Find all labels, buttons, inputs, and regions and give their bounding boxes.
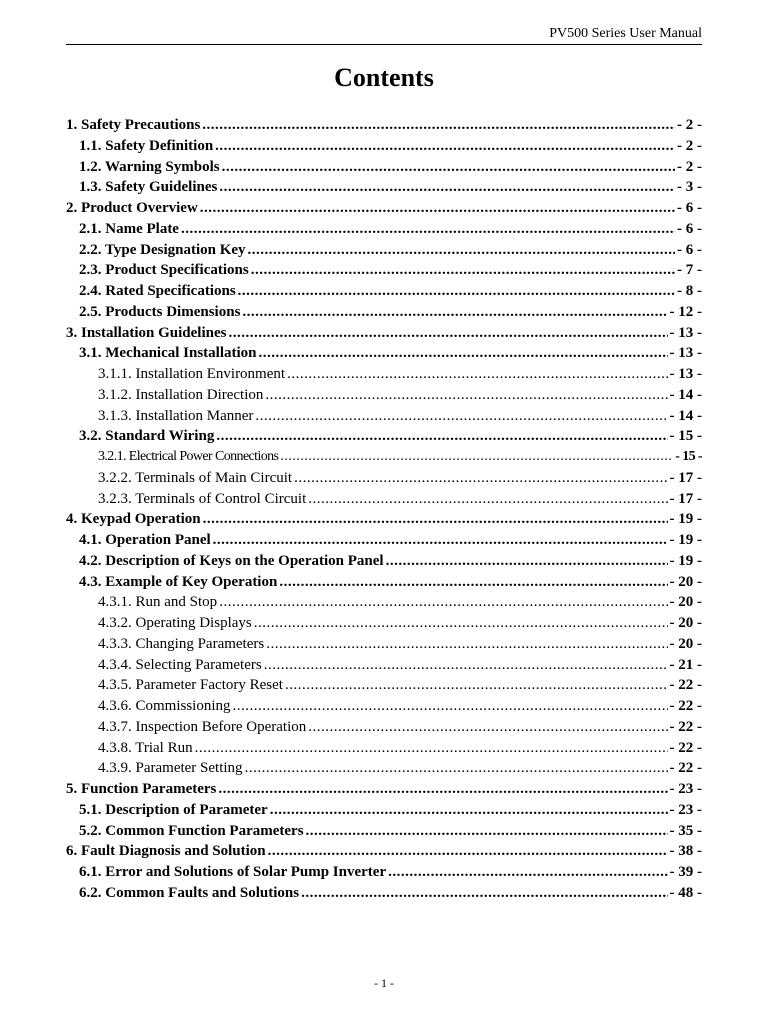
toc-entry-label: 1.3. Safety Guidelines	[79, 179, 218, 196]
toc-entry[interactable]	[66, 281, 702, 302]
toc-entry-label: 3.2.3. Terminals of Control Circuit	[98, 490, 307, 507]
toc-entry-page: - 2 -	[677, 158, 702, 175]
toc-leader-dots	[306, 821, 668, 842]
toc-entry-page: - 38 -	[669, 843, 702, 860]
toc-entry-page: - 17 -	[669, 490, 702, 507]
toc-entry-label: 2.1. Name Plate	[79, 220, 179, 237]
toc-entry-label: 6. Fault Diagnosis and Solution	[66, 843, 266, 860]
toc-leader-dots	[308, 717, 667, 738]
toc-entry[interactable]	[66, 592, 702, 613]
toc-leader-dots	[238, 281, 675, 302]
toc-entry-page: - 6 -	[677, 241, 702, 258]
toc-leader-dots	[285, 675, 668, 696]
toc-entry-label: 6.1. Error and Solutions of Solar Pump Inverter	[79, 864, 387, 880]
toc-entry-label: 3.2. Standard Wiring	[79, 428, 215, 445]
toc-entry[interactable]	[66, 323, 702, 344]
toc-entry[interactable]	[66, 779, 702, 800]
toc-leader-dots	[280, 447, 673, 468]
toc-entry-page: - 12 -	[669, 303, 702, 320]
toc-entry[interactable]	[66, 717, 702, 738]
toc-entry-label: 4.3.2. Operating Displays	[98, 615, 252, 631]
toc-entry-label: 4.3.3. Changing Parameters	[98, 635, 265, 652]
toc-entry-page: - 22 -	[669, 739, 702, 756]
toc-entry[interactable]	[66, 489, 702, 510]
toc-entry[interactable]	[66, 841, 702, 862]
toc-leader-dots	[218, 779, 667, 800]
toc-entry[interactable]	[66, 738, 702, 759]
toc-leader-dots	[248, 240, 675, 261]
toc-leader-dots	[216, 426, 667, 447]
toc-entry[interactable]	[66, 426, 702, 447]
toc-leader-dots	[255, 406, 667, 427]
header-rule	[66, 44, 702, 45]
toc-entry-page: - 35 -	[669, 822, 702, 839]
toc-entry[interactable]	[66, 343, 702, 364]
toc-entry[interactable]	[66, 675, 702, 696]
toc-entry-page: - 39 -	[669, 864, 702, 880]
toc-entry[interactable]	[66, 613, 702, 634]
toc-entry-page: - 20 -	[669, 573, 702, 590]
toc-entry-label: 3.1. Mechanical Installation	[79, 345, 257, 362]
toc-entry[interactable]	[66, 800, 702, 821]
toc-entry-page: - 22 -	[669, 760, 702, 777]
toc-entry[interactable]	[66, 758, 702, 779]
toc-entry[interactable]	[66, 468, 702, 489]
toc-leader-dots	[294, 468, 667, 489]
page-title: Contents	[334, 63, 434, 92]
toc-leader-dots	[270, 800, 668, 821]
toc-entry-page: - 13 -	[669, 366, 702, 382]
toc-entry-label: 4.1. Operation Panel	[79, 532, 211, 548]
toc-entry-label: 1. Safety Precautions	[66, 117, 201, 133]
toc-entry-page: - 17 -	[669, 469, 702, 486]
toc-leader-dots	[215, 136, 675, 157]
toc-entry-page: - 22 -	[669, 677, 702, 694]
toc-entry[interactable]	[66, 240, 702, 261]
toc-entry-label: 4.3.8. Trial Run	[98, 739, 193, 756]
toc-entry-label: 4.3.6. Commissioning	[98, 698, 231, 714]
toc-entry[interactable]	[66, 509, 702, 530]
toc-entry-label: 2.4. Rated Specifications	[79, 283, 236, 299]
toc-entry-page: - 23 -	[669, 781, 702, 797]
toc-entry-label: 4. Keypad Operation	[66, 511, 201, 528]
toc-entry-label: 1.1. Safety Definition	[79, 137, 214, 154]
toc-entry-page: - 23 -	[669, 801, 702, 818]
toc-entry-page: - 22 -	[669, 698, 702, 714]
toc-entry[interactable]	[66, 406, 702, 427]
toc-leader-dots	[386, 551, 668, 572]
toc-leader-dots	[287, 364, 667, 385]
table-of-contents	[66, 115, 702, 904]
toc-entry-page: - 15 -	[675, 449, 702, 464]
toc-entry[interactable]	[66, 530, 702, 551]
toc-leader-dots	[228, 323, 667, 344]
toc-entry[interactable]	[66, 115, 702, 136]
toc-entry-page: - 48 -	[669, 884, 702, 901]
toc-entry-label: 1.2. Warning Symbols	[79, 158, 220, 175]
toc-entry[interactable]	[66, 821, 702, 842]
toc-entry-page: - 6 -	[677, 200, 702, 216]
toc-entry-label: 2.3. Product Specifications	[79, 262, 249, 279]
toc-entry-label: 5.2. Common Function Parameters	[79, 822, 304, 839]
toc-entry[interactable]	[66, 219, 702, 240]
toc-entry-label: 3.2.1. Electrical Power Connections	[98, 449, 279, 464]
toc-entry-page: - 20 -	[669, 615, 702, 631]
toc-leader-dots	[268, 841, 668, 862]
toc-entry[interactable]	[66, 696, 702, 717]
toc-entry-label: 4.3.5. Parameter Factory Reset	[98, 677, 283, 694]
toc-leader-dots	[254, 613, 668, 634]
toc-entry-label: 4.3.7. Inspection Before Operation	[98, 718, 307, 735]
toc-leader-dots	[245, 758, 668, 779]
toc-leader-dots	[388, 862, 667, 883]
toc-entry-page: - 2 -	[677, 117, 702, 133]
toc-leader-dots	[200, 198, 675, 219]
toc-leader-dots	[266, 634, 667, 655]
page-number: - 1 -	[374, 976, 394, 990]
toc-entry-label: 3. Installation Guidelines	[66, 324, 227, 341]
toc-entry-page: - 22 -	[669, 718, 702, 735]
toc-entry-page: - 14 -	[669, 407, 702, 424]
toc-entry[interactable]	[66, 157, 702, 178]
toc-leader-dots	[181, 219, 675, 240]
toc-leader-dots	[279, 572, 667, 593]
toc-entry-label: 3.1.2. Installation Direction	[98, 386, 264, 403]
toc-entry-label: 2.5. Products Dimensions	[79, 303, 241, 320]
toc-entry-page: - 7 -	[677, 262, 702, 279]
toc-entry-label: 4.3.4. Selecting Parameters	[98, 656, 262, 673]
toc-leader-dots	[219, 592, 667, 613]
toc-entry-label: 3.1.3. Installation Manner	[98, 407, 254, 424]
toc-entry-label: 3.2.2. Terminals of Main Circuit	[98, 469, 293, 486]
toc-leader-dots	[222, 157, 675, 178]
toc-entry-label: 5.1. Description of Parameter	[79, 801, 268, 818]
toc-entry-label: 4.3.1. Run and Stop	[98, 594, 218, 611]
toc-entry-label: 4.3. Example of Key Operation	[79, 573, 278, 590]
toc-entry-label: 3.1.1. Installation Environment	[98, 366, 286, 382]
toc-entry[interactable]	[66, 177, 702, 198]
toc-entry[interactable]	[66, 655, 702, 676]
toc-entry-label: 5. Function Parameters	[66, 781, 217, 797]
toc-leader-dots	[308, 489, 667, 510]
toc-entry-page: - 13 -	[669, 324, 702, 341]
toc-entry-page: - 6 -	[677, 220, 702, 237]
toc-leader-dots	[264, 655, 668, 676]
toc-entry-page: - 8 -	[677, 283, 702, 299]
toc-entry[interactable]	[66, 260, 702, 281]
toc-entry[interactable]	[66, 364, 702, 385]
toc-leader-dots	[195, 738, 668, 759]
toc-entry[interactable]	[66, 634, 702, 655]
toc-entry-page: - 21 -	[669, 656, 702, 673]
toc-entry-label: 2. Product Overview	[66, 200, 198, 216]
toc-entry-label: 4.2. Description of Keys on the Operation Panel	[79, 552, 384, 569]
toc-entry-page: - 2 -	[677, 137, 702, 154]
toc-entry[interactable]	[66, 302, 702, 323]
toc-entry-page: - 20 -	[669, 635, 702, 652]
toc-entry-label: 2.2. Type Designation Key	[79, 241, 246, 258]
running-header: PV500 Series User Manual	[549, 26, 702, 41]
toc-entry-page: - 13 -	[669, 345, 702, 362]
toc-leader-dots	[259, 343, 668, 364]
toc-leader-dots	[202, 115, 675, 136]
toc-leader-dots	[233, 696, 668, 717]
toc-entry[interactable]	[66, 136, 702, 157]
toc-entry[interactable]	[66, 862, 702, 883]
toc-entry[interactable]	[66, 551, 702, 572]
toc-entry-page: - 19 -	[669, 552, 702, 569]
toc-leader-dots	[219, 177, 675, 198]
toc-leader-dots	[242, 302, 667, 323]
toc-entry-page: - 14 -	[669, 386, 702, 403]
toc-entry-label: 4.3.9. Parameter Setting	[98, 760, 243, 777]
toc-leader-dots	[265, 385, 667, 406]
toc-entry[interactable]	[66, 883, 702, 904]
toc-entry-label: 6.2. Common Faults and Solutions	[79, 884, 300, 901]
toc-entry[interactable]	[66, 447, 702, 468]
toc-leader-dots	[203, 509, 668, 530]
toc-entry-page: - 19 -	[669, 532, 702, 548]
toc-entry-page: - 19 -	[669, 511, 702, 528]
toc-entry[interactable]	[66, 385, 702, 406]
toc-entry[interactable]	[66, 572, 702, 593]
toc-entry-page: - 15 -	[669, 428, 702, 445]
toc-leader-dots	[301, 883, 667, 904]
toc-leader-dots	[251, 260, 675, 281]
toc-leader-dots	[213, 530, 668, 551]
toc-entry-page: - 20 -	[669, 594, 702, 611]
toc-entry[interactable]	[66, 198, 702, 219]
toc-entry-page: - 3 -	[677, 179, 702, 196]
